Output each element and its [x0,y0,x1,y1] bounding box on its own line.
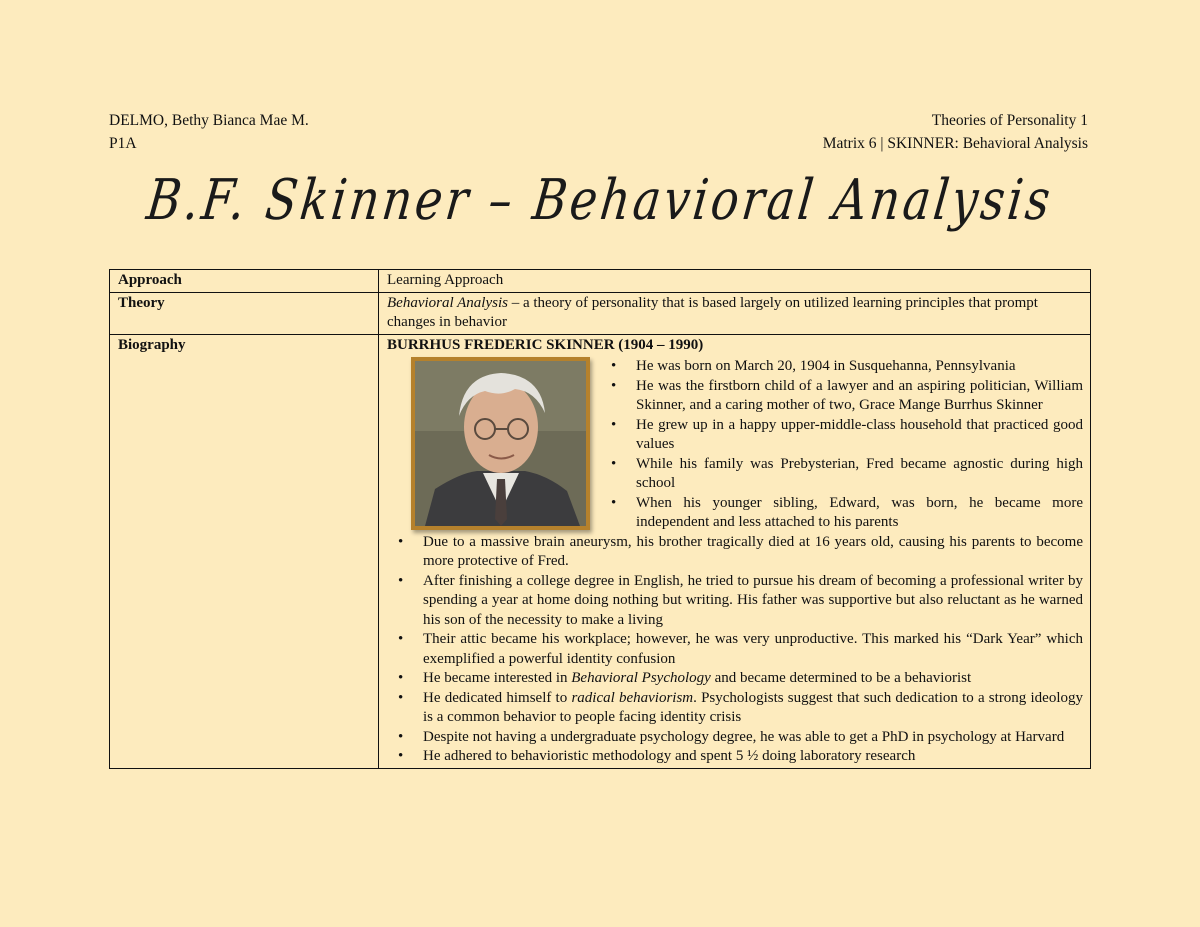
text-run: and became determined to be a behaviorist [710,670,972,686]
student-name: DELMO, Bethy Bianca Mae M. [109,112,309,129]
list-item: • Their attic became his workplace; however, he was very unproductive. This marked his “Dark Year” which exemplified a powerful identity confusion [387,630,1083,669]
list-item: • He grew up in a happy upper-middle-class household that practiced good values [600,416,1083,455]
text-run: He dedicated himself to [423,689,572,706]
header-right [823,109,1088,155]
course-name: Theories of Personality 1 [931,112,1088,129]
list-item: • After finishing a college degree in English, he tried to pursue his dream of becoming a professional writer by spending a year at home doing nothing but writing. His father was supportive but also reluctant as he warned his son of the necessity to make a living [387,572,1083,631]
biography-name: BURRHUS FREDERIC SKINNER (1904 – 1990) [387,336,704,353]
list-item: • He adhered to behavioristic methodology and spent 5 ½ doing laboratory research [387,747,1083,767]
list-item: • When his younger sibling, Edward, was born, he became more independent and less attached to his parents [600,494,1083,533]
theory-label: Theory [110,292,379,334]
matrix-label: Matrix 6 | SKINNER: Behavioral Analysis [822,135,1088,152]
portrait-photo [411,357,590,530]
list-item: • Despite not having a undergraduate psychology degree, he was able to get a PhD in psychology at Harvard [387,728,1083,748]
approach-label: Approach [110,270,379,293]
page-title: B.F. Skinner – Behavioral Analysis [143,168,1057,233]
table-row [110,292,1091,334]
theory-term: Behavioral Analysis [387,294,508,311]
section: P1A [109,135,137,152]
list-item: • He was born on March 20, 1904 in Susquehanna, Pennsylvania [600,357,1083,377]
biography-label: Biography [110,334,379,768]
biography-value [379,334,1091,768]
list-item [387,689,1083,728]
biography-list-bottom [387,533,1083,767]
list-item: • He was the firstborn child of a lawyer and an aspiring politician, William Skinner, and a caring mother of two, Grace Mange Burrhus Skinner [600,377,1083,416]
text-run-italic: Behavioral Psychology [571,670,711,686]
theory-value [379,292,1091,334]
biography-photo-row [387,357,1083,533]
matrix-table [109,269,1091,769]
list-item [387,669,1083,689]
list-item: • While his family was Prebysterian, Fred became agnostic during high school [600,455,1083,494]
biography-list-top [600,357,1083,533]
theory-definition: – a theory of personality that is based largely on utilized learning principles that prompt changes in behavior [387,294,1038,330]
header-left [109,109,309,155]
approach-value: Learning Approach [379,270,1091,293]
text-run: . Psychologists suggest that such dedication to a strong ideology is a common behavior to people facing identity crisis [423,689,1084,725]
text-run-italic: radical behaviorism [571,689,694,706]
table-row [110,334,1091,768]
table-row [110,270,1091,293]
list-item: • Due to a massive brain aneurysm, his brother tragically died at 16 years old, causing his parents to become more protective of Fred. [387,533,1083,572]
text-run: He became interested in [423,670,572,686]
